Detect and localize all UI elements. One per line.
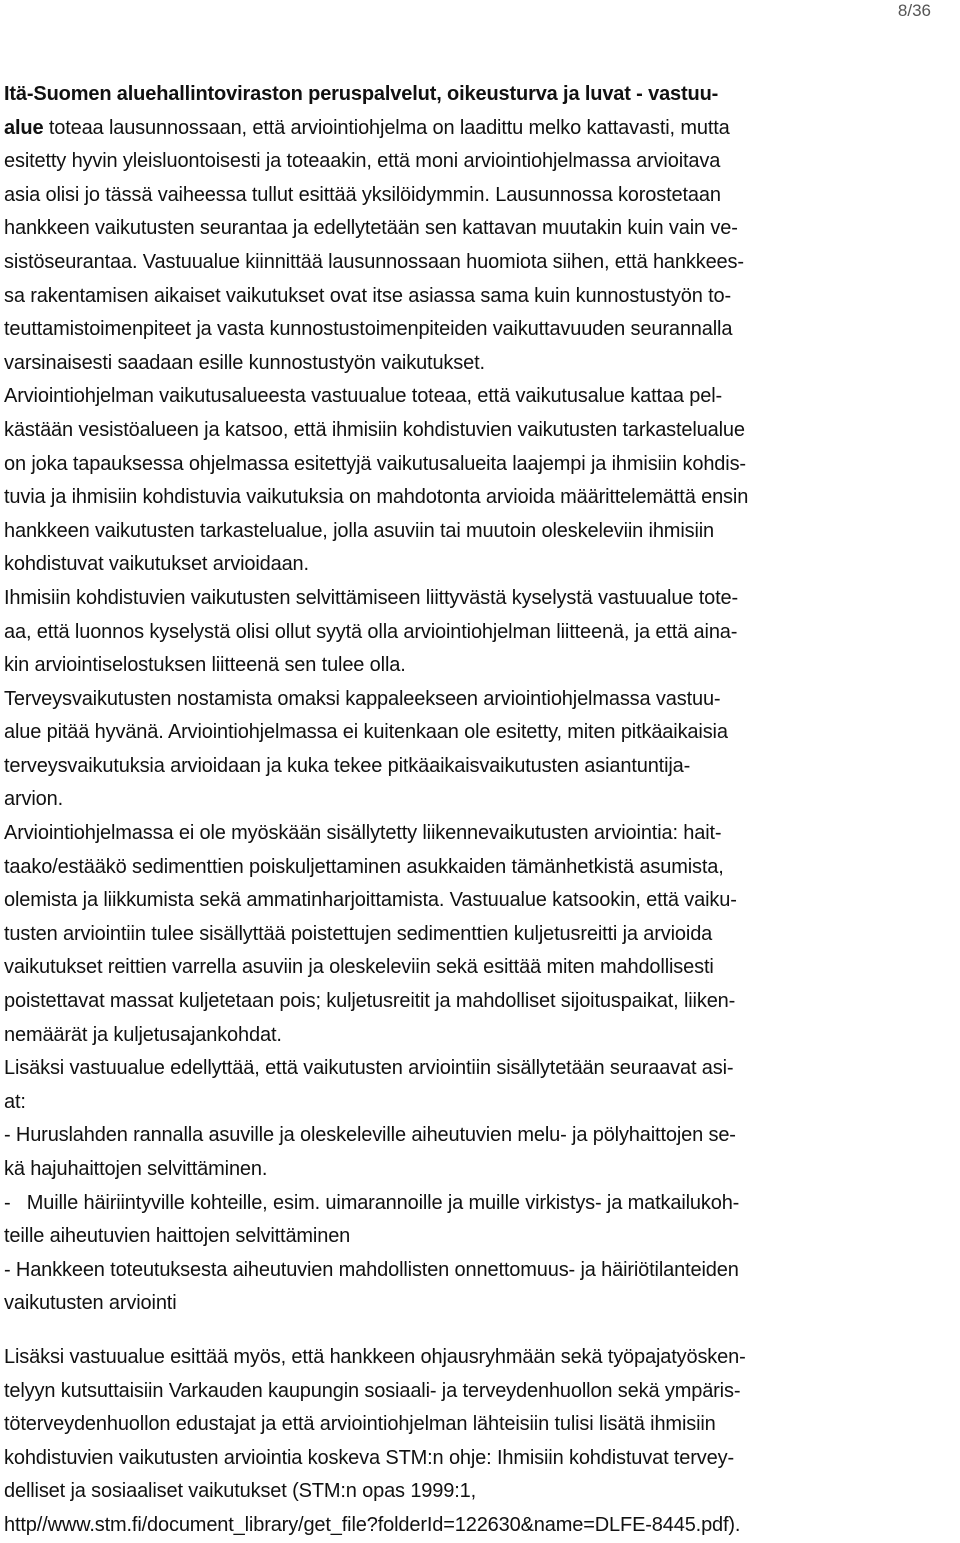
- text-line: Lisäksi vastuualue esittää myös, että hankkeen ohjausryhmään sekä työpajatyösken-: [4, 1345, 746, 1368]
- paragraph-impact-area: [4, 380, 954, 582]
- text-line: vaikutusten arviointi: [4, 1292, 177, 1315]
- text-line: nemäärät ja kuljetusajankohdat.: [4, 1023, 282, 1046]
- paragraph-requirements-list: [4, 1052, 954, 1321]
- text-line: asia olisi jo tässä vaiheessa tullut esittää yksilöidymmin. Lausunnossa korostetaan: [4, 183, 721, 206]
- list-item: - Hankkeen toteutuksesta aiheutuvien mahdollisten onnettomuus- ja häiriötilanteiden: [4, 1258, 739, 1281]
- text-line: Itä-Suomen aluehallintoviraston peruspalvelut, oikeusturva ja luvat - vastuu-: [4, 83, 719, 105]
- reference-url: http//www.stm.fi/document_library/get_file?folderId=122630&name=DLFE-8445.pdf).: [4, 1513, 741, 1536]
- text-line: sistöseurantaa. Vastuualue kiinnittää lausunnossaan huomiota siihen, että hankkees-: [4, 250, 744, 273]
- text-line: hankkeen vaikutusten seurantaa ja edellytetään sen kattavan muutakin kuin vain ve-: [4, 217, 738, 240]
- text-line: telyyn kutsuttaisiin Varkauden kaupungin sosiaali- ja terveydenhuollon sekä ympäris-: [4, 1379, 741, 1402]
- text-line: töterveydenhuollon edustajat ja että arviointiohjelman lähteisiin tulisi lisätä ihmisiin: [4, 1413, 716, 1436]
- text-line: taako/estääkö sedimenttien poiskuljettaminen asukkaiden tämänhetkistä asumista,: [4, 855, 724, 878]
- paragraph-authority-statement: [4, 78, 954, 380]
- text-line: kin arviointiselostuksen liitteenä sen tulee olla.: [4, 654, 406, 677]
- text-line: teuttamistoimenpiteet ja vasta kunnostustoimenpiteiden vaikuttavuuden seurannalla: [4, 318, 733, 341]
- text-line: kä hajuhaittojen selvittäminen.: [4, 1158, 268, 1180]
- text-line: teille aiheutuvien haittojen selvittäminen: [4, 1225, 351, 1248]
- list-item: - Huruslahden rannalla asuville ja oleskeleville aiheutuvien melu- ja pölyhaittojen se-: [4, 1124, 736, 1147]
- paragraph-gap: [4, 1321, 954, 1341]
- bold-lead: alue: [4, 116, 44, 139]
- text-line: terveysvaikutuksia arvioidaan ja kuka tekee pitkäaikaisvaikutusten asiantuntija-: [4, 754, 691, 777]
- paragraph-steering-group: [4, 1341, 954, 1543]
- text-span: toteaa lausunnossaan, että arviointiohjelma on laadittu melko kattavasti, mutta: [43, 116, 730, 139]
- text-line: arvion.: [4, 788, 63, 811]
- text-line: sa rakentamisen aikaiset vaikutukset ovat itse asiassa sama kuin kunnostustyön to-: [4, 284, 731, 307]
- text-line: olemista ja liikkumista sekä ammatinharjoittamista. Vastuualue katsookin, että vaiku-: [4, 889, 737, 912]
- text-line: delliset ja sosiaaliset vaikutukset (STM:n opas 1999:1,: [4, 1480, 476, 1503]
- text-line: vaikutukset reittien varrella asuviin ja oleskeleviin sekä esittää miten mahdollisesti: [4, 956, 714, 979]
- text-line: [4, 112, 954, 146]
- text-line: Ihmisiin kohdistuvien vaikutusten selvittämiseen liittyvästä kyselystä vastuualue tote-: [4, 586, 738, 609]
- text-line: esitetty hyvin yleisluontoisesti ja toteaakin, että moni arviointiohjelmassa arvioitava: [4, 150, 721, 173]
- text-line: kohdistuvat vaikutukset arvioidaan.: [4, 553, 309, 576]
- paragraph-survey: [4, 582, 954, 683]
- text-line: varsinaisesti saadaan esille kunnostustyön vaikutukset.: [4, 351, 485, 374]
- text-line: Arviointiohjelman vaikutusalueesta vastuualue toteaa, että vaikutusalue kattaa pel-: [4, 385, 722, 408]
- page-number: 8/36: [897, 1, 931, 20]
- text-line: Terveysvaikutusten nostamista omaksi kappaleekseen arviointiohjelmassa vastuu-: [4, 687, 721, 710]
- list-item: - Muille häiriintyville kohteille, esim. uimarannoille ja muille virkistys- ja matkailukoh-: [4, 1191, 740, 1214]
- text-line: tuvia ja ihmisiin kohdistuvia vaikutuksia on mahdotonta arvioida määrittelemättä ensin: [4, 486, 749, 509]
- text-line: kohdistuvien vaikutusten arviointia koskeva STM:n ohje: Ihmisiin kohdistuvat tervey-: [4, 1446, 734, 1469]
- text-line: kästään vesistöalueen ja katsoo, että ihmisiin kohdistuvien vaikutusten tarkastelualue: [4, 418, 745, 441]
- text-line: Lisäksi vastuualue edellyttää, että vaikutusten arviointiin sisällytetään seuraavat asi-: [4, 1057, 734, 1080]
- paragraph-health-effects: [4, 683, 954, 817]
- text-line: hankkeen vaikutusten tarkastelualue, jolla asuviin tai muutoin oleskeleviin ihmisiin: [4, 519, 715, 542]
- text-line: alue pitää hyvänä. Arviointiohjelmassa ei kuitenkaan ole esitetty, miten pitkäaikaisia: [4, 721, 728, 744]
- text-line: tusten arviointiin tulee sisällyttää poistettujen sedimenttien kuljetusreitti ja arvioida: [4, 922, 713, 945]
- letter-body: [4, 78, 954, 1543]
- text-line: poistettavat massat kuljetetaan pois; kuljetusreitit ja mahdolliset sijoituspaikat, liiken-: [4, 990, 736, 1013]
- text-line: aa, että luonnos kyselystä olisi ollut syytä olla arviointiohjelman liitteenä, ja että aina-: [4, 620, 738, 643]
- text-line: on joka tapauksessa ohjelmassa esitettyjä vaikutusalueita laajempi ja ihmisiin kohdis-: [4, 452, 746, 475]
- paragraph-traffic-effects: [4, 817, 954, 1052]
- text-line: at:: [4, 1090, 26, 1113]
- text-line: Arviointiohjelmassa ei ole myöskään sisällytetty liikennevaikutusten arviointia: hait-: [4, 822, 722, 845]
